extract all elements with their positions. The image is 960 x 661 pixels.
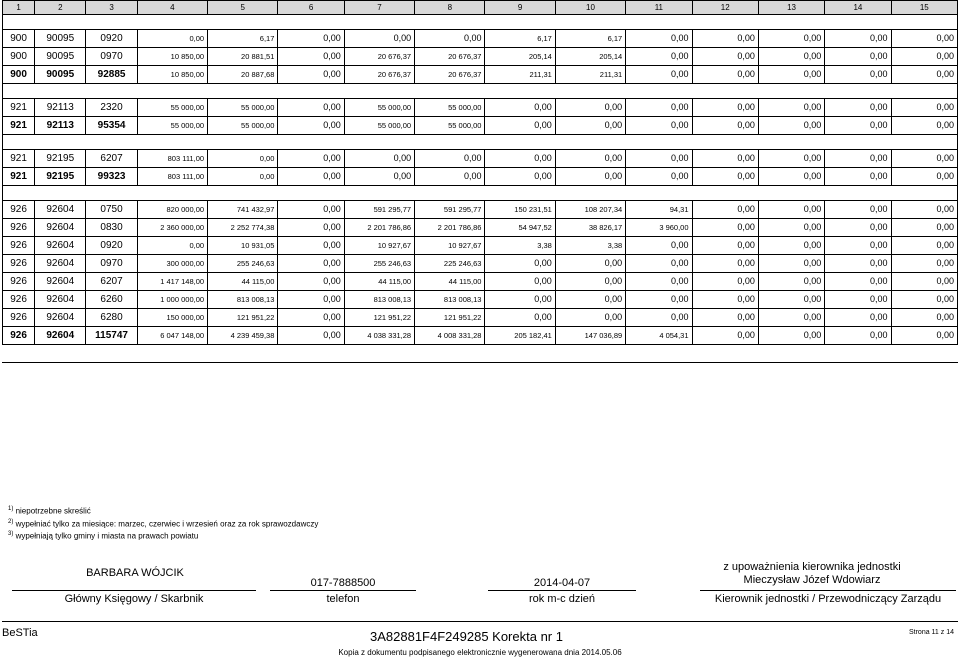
table-total-row <box>3 117 958 135</box>
table-cell: 0,00 <box>485 291 555 309</box>
column-header: 3 <box>86 1 137 15</box>
column-header: 11 <box>626 1 692 15</box>
table-cell: 20 676,37 <box>344 66 414 84</box>
table-cell: 4 038 331,28 <box>344 327 414 345</box>
table-cell: 813 008,13 <box>208 291 278 309</box>
table-row <box>3 30 958 48</box>
group-separator <box>3 186 958 201</box>
software-name: BeSTia <box>2 627 38 639</box>
table-cell: 926 <box>3 237 35 255</box>
table-cell: 0,00 <box>825 255 891 273</box>
table-cell: 0920 <box>86 30 137 48</box>
separator-cell <box>3 15 958 30</box>
table-cell: 20 676,37 <box>415 48 485 66</box>
table-cell: 55 000,00 <box>208 117 278 135</box>
table-cell: 1 000 000,00 <box>137 291 207 309</box>
column-header: 15 <box>891 1 957 15</box>
table-cell: 0,00 <box>891 201 957 219</box>
table-cell: 0,00 <box>626 66 692 84</box>
table-cell: 0,00 <box>344 168 414 186</box>
table-cell: 4 008 331,28 <box>415 327 485 345</box>
page-number: Strona 11 z 14 <box>908 629 954 636</box>
table-cell: 0,00 <box>758 291 824 309</box>
column-header-row <box>3 1 958 15</box>
table-cell: 0,00 <box>891 273 957 291</box>
table-cell: 121 951,22 <box>208 309 278 327</box>
table-cell: 300 000,00 <box>137 255 207 273</box>
table-cell: 0,00 <box>825 201 891 219</box>
table-total-row <box>3 168 958 186</box>
table-cell: 44 115,00 <box>415 273 485 291</box>
table-cell: 0,00 <box>692 168 758 186</box>
document-id: 3A82881F4F249285 Korekta nr 1 <box>370 629 563 644</box>
table-cell: 0,00 <box>825 219 891 237</box>
table-cell: 0,00 <box>137 30 207 48</box>
table-cell: 900 <box>3 48 35 66</box>
table-cell: 92604 <box>35 255 86 273</box>
table-cell: 90095 <box>35 48 86 66</box>
table-cell: 0,00 <box>692 30 758 48</box>
table-cell: 0970 <box>86 48 137 66</box>
table-cell: 92604 <box>35 327 86 345</box>
table-cell: 0,00 <box>825 30 891 48</box>
table-cell: 55 000,00 <box>344 117 414 135</box>
table-cell: 803 111,00 <box>137 150 207 168</box>
separator-cell <box>3 186 958 201</box>
table-cell: 3,38 <box>485 237 555 255</box>
table-cell: 2 252 774,38 <box>208 219 278 237</box>
table-cell: 0,00 <box>278 255 344 273</box>
head-name: Mieczysław Józef Wdowiarz <box>743 574 881 586</box>
table-cell: 0,00 <box>555 150 625 168</box>
table-cell: 95354 <box>86 117 137 135</box>
table-cell: 0,00 <box>278 309 344 327</box>
table-cell: 20 676,37 <box>415 66 485 84</box>
table-cell: 6207 <box>86 273 137 291</box>
table-cell: 0,00 <box>278 150 344 168</box>
table-cell: 0970 <box>86 255 137 273</box>
table-cell: 0,00 <box>626 168 692 186</box>
table-cell: 92604 <box>35 237 86 255</box>
table-cell: 0,00 <box>891 291 957 309</box>
phone-label: telefon <box>326 593 360 605</box>
table-cell: 1 417 148,00 <box>137 273 207 291</box>
table-cell: 55 000,00 <box>344 99 414 117</box>
table-cell: 0750 <box>86 201 137 219</box>
table-cell: 10 927,67 <box>415 237 485 255</box>
table-cell: 0,00 <box>344 150 414 168</box>
table-row <box>3 99 958 117</box>
column-header: 6 <box>278 1 344 15</box>
table-cell: 92604 <box>35 219 86 237</box>
table-cell: 921 <box>3 168 35 186</box>
table-cell: 0,00 <box>208 150 278 168</box>
separator-cell <box>3 84 958 99</box>
table-cell: 0,00 <box>891 237 957 255</box>
table-cell: 0,00 <box>891 168 957 186</box>
table-cell: 6 047 148,00 <box>137 327 207 345</box>
table-cell: 2 360 000,00 <box>137 219 207 237</box>
table-cell: 121 951,22 <box>344 309 414 327</box>
table-cell: 0,00 <box>485 99 555 117</box>
table-cell: 0,00 <box>555 273 625 291</box>
footnote: $^{1)}$ niepotrzebne skreślić <box>8 506 91 516</box>
table-cell: 0,00 <box>891 66 957 84</box>
table-cell: 0,00 <box>278 201 344 219</box>
head-role: Kierownik jednostki / Przewodniczący Zarządu <box>714 593 942 605</box>
column-header: 14 <box>825 1 891 15</box>
table-cell: 4 054,31 <box>626 327 692 345</box>
table-cell: 0,00 <box>825 273 891 291</box>
table-total-row <box>3 327 958 345</box>
head-authorization: z upoważnienia kierownika jednostki <box>723 561 901 573</box>
table-cell: 6,17 <box>485 30 555 48</box>
table-total-row <box>3 66 958 84</box>
table-cell: 6280 <box>86 309 137 327</box>
table-cell: 0,00 <box>278 48 344 66</box>
table-cell: 0,00 <box>137 237 207 255</box>
table-cell: 0,00 <box>626 150 692 168</box>
table-cell: 99323 <box>86 168 137 186</box>
table-cell: 0,00 <box>825 309 891 327</box>
table-cell: 0,00 <box>626 309 692 327</box>
table-cell: 926 <box>3 291 35 309</box>
table-cell: 0,00 <box>415 30 485 48</box>
table-cell: 0,00 <box>485 168 555 186</box>
table-cell: 0,00 <box>626 30 692 48</box>
table-cell: 0,00 <box>485 117 555 135</box>
table-cell: 150 000,00 <box>137 309 207 327</box>
table-cell: 0,00 <box>555 255 625 273</box>
table-cell: 0,00 <box>626 273 692 291</box>
head-signature-line <box>700 590 956 591</box>
table-cell: 0,00 <box>758 219 824 237</box>
table-cell: 926 <box>3 201 35 219</box>
table-cell: 0,00 <box>278 219 344 237</box>
table-cell: 0,00 <box>825 99 891 117</box>
table-cell: 92113 <box>35 99 86 117</box>
table-cell: 0,00 <box>692 273 758 291</box>
copy-note: Kopia z dokumentu podpisanego elektronicznie wygenerowana dnia 2014.05.06 <box>338 648 622 657</box>
column-header: 12 <box>692 1 758 15</box>
table-cell: 0,00 <box>891 99 957 117</box>
table-cell: 6260 <box>86 291 137 309</box>
table-cell: 55 000,00 <box>137 117 207 135</box>
table-cell: 55 000,00 <box>415 117 485 135</box>
table-cell: 0,00 <box>692 201 758 219</box>
table-cell: 0,00 <box>758 30 824 48</box>
phone-value: 017-7888500 <box>310 577 376 589</box>
table-cell: 0,00 <box>891 219 957 237</box>
table-cell: 0,00 <box>278 273 344 291</box>
table-cell: 0,00 <box>485 309 555 327</box>
date-line <box>488 590 636 591</box>
table-cell: 6207 <box>86 150 137 168</box>
table-cell: 54 947,52 <box>485 219 555 237</box>
table-cell: 0,00 <box>758 48 824 66</box>
table-cell: 2 201 786,86 <box>344 219 414 237</box>
table-cell: 211,31 <box>555 66 625 84</box>
table-cell: 0,00 <box>825 66 891 84</box>
table-cell: 10 850,00 <box>137 48 207 66</box>
accountant-name: BARBARA WÓJCIK <box>86 567 184 579</box>
table-cell: 94,31 <box>626 201 692 219</box>
table-cell: 0,00 <box>555 309 625 327</box>
table-cell: 0,00 <box>626 237 692 255</box>
table-cell: 225 246,63 <box>415 255 485 273</box>
table-cell: 820 000,00 <box>137 201 207 219</box>
table-cell: 0,00 <box>278 66 344 84</box>
table-cell: 0,00 <box>825 150 891 168</box>
table-cell: 255 246,63 <box>344 255 414 273</box>
table-cell: 20 881,51 <box>208 48 278 66</box>
table-cell: 921 <box>3 117 35 135</box>
table-cell: 0,00 <box>891 309 957 327</box>
table-cell: 115747 <box>86 327 137 345</box>
table-cell: 92195 <box>35 150 86 168</box>
table-cell: 0,00 <box>208 168 278 186</box>
table-cell: 0,00 <box>891 30 957 48</box>
table-cell: 921 <box>3 150 35 168</box>
table-cell: 0,00 <box>758 117 824 135</box>
date-value: 2014-04-07 <box>533 577 591 589</box>
table-cell: 0,00 <box>758 273 824 291</box>
table-cell: 0,00 <box>344 30 414 48</box>
table-cell: 2 201 786,86 <box>415 219 485 237</box>
table-cell: 0,00 <box>415 150 485 168</box>
column-header: 8 <box>415 1 485 15</box>
table-cell: 147 036,89 <box>555 327 625 345</box>
table-cell: 591 295,77 <box>415 201 485 219</box>
table-cell: 0,00 <box>825 327 891 345</box>
table-cell: 150 231,51 <box>485 201 555 219</box>
table-cell: 0,00 <box>626 99 692 117</box>
table-cell: 0,00 <box>555 291 625 309</box>
table-cell: 0,00 <box>692 48 758 66</box>
accountant-signature-line <box>12 590 256 591</box>
table-cell: 0,00 <box>278 99 344 117</box>
column-header: 4 <box>137 1 207 15</box>
table-cell: 20 887,68 <box>208 66 278 84</box>
table-cell: 4 239 459,38 <box>208 327 278 345</box>
table-row <box>3 255 958 273</box>
table-cell: 0,00 <box>485 150 555 168</box>
table-cell: 92604 <box>35 291 86 309</box>
column-header: 5 <box>208 1 278 15</box>
table-row <box>3 48 958 66</box>
table-cell: 6,17 <box>555 30 625 48</box>
table-cell: 803 111,00 <box>137 168 207 186</box>
table-cell: 108 207,34 <box>555 201 625 219</box>
table-cell: 0,00 <box>758 237 824 255</box>
table-cell: 10 931,05 <box>208 237 278 255</box>
table-cell: 0,00 <box>692 237 758 255</box>
table-cell: 55 000,00 <box>208 99 278 117</box>
group-separator <box>3 15 958 30</box>
table-cell: 813 008,13 <box>415 291 485 309</box>
column-header: 9 <box>485 1 555 15</box>
report-table <box>2 0 958 345</box>
table-cell: 0,00 <box>692 150 758 168</box>
group-separator <box>3 84 958 99</box>
column-header: 2 <box>35 1 86 15</box>
table-cell: 0,00 <box>758 66 824 84</box>
table-cell: 205,14 <box>485 48 555 66</box>
table-cell: 44 115,00 <box>208 273 278 291</box>
column-header: 13 <box>758 1 824 15</box>
table-cell: 0,00 <box>692 219 758 237</box>
footnotes <box>8 504 318 542</box>
table-cell: 0,00 <box>278 117 344 135</box>
accountant-role: Główny Księgowy / Skarbnik <box>64 593 204 605</box>
table-cell: 921 <box>3 99 35 117</box>
table-cell: 0830 <box>86 219 137 237</box>
column-header: 10 <box>555 1 625 15</box>
group-separator <box>3 135 958 150</box>
table-cell: 0,00 <box>692 255 758 273</box>
table-row <box>3 273 958 291</box>
table-cell: 92604 <box>35 309 86 327</box>
table-cell: 44 115,00 <box>344 273 414 291</box>
table-cell: 38 826,17 <box>555 219 625 237</box>
table-cell: 0,00 <box>415 168 485 186</box>
table-row <box>3 309 958 327</box>
table-cell: 0,00 <box>626 48 692 66</box>
table-cell: 0,00 <box>891 327 957 345</box>
date-label: rok m-c dzień <box>528 593 596 605</box>
table-cell: 0,00 <box>278 237 344 255</box>
table-cell: 10 927,67 <box>344 237 414 255</box>
separator-cell <box>3 135 958 150</box>
table-cell: 0,00 <box>825 291 891 309</box>
table-cell: 0,00 <box>692 99 758 117</box>
table-cell: 0,00 <box>758 255 824 273</box>
table-cell: 0,00 <box>626 255 692 273</box>
column-header: 7 <box>344 1 414 15</box>
table-cell: 121 951,22 <box>415 309 485 327</box>
table-cell: 0,00 <box>485 255 555 273</box>
table-cell: 55 000,00 <box>137 99 207 117</box>
table-cell: 0,00 <box>825 237 891 255</box>
column-header: 1 <box>3 1 35 15</box>
table-cell: 926 <box>3 309 35 327</box>
table-row <box>3 237 958 255</box>
table-cell: 205,14 <box>555 48 625 66</box>
phone-line <box>270 590 416 591</box>
table-cell: 90095 <box>35 30 86 48</box>
table-cell: 0,00 <box>758 150 824 168</box>
table-cell: 0,00 <box>485 273 555 291</box>
table-cell: 900 <box>3 66 35 84</box>
table-cell: 0,00 <box>825 117 891 135</box>
table-cell: 92885 <box>86 66 137 84</box>
table-cell: 900 <box>3 30 35 48</box>
table-cell: 0,00 <box>891 117 957 135</box>
table-cell: 741 432,97 <box>208 201 278 219</box>
table-cell: 0920 <box>86 237 137 255</box>
table-cell: 926 <box>3 327 35 345</box>
table-cell: 92604 <box>35 273 86 291</box>
table-cell: 0,00 <box>758 309 824 327</box>
table-cell: 0,00 <box>278 327 344 345</box>
table-cell: 0,00 <box>758 327 824 345</box>
table-cell: 205 182,41 <box>485 327 555 345</box>
table-cell: 255 246,63 <box>208 255 278 273</box>
table-cell: 0,00 <box>692 117 758 135</box>
table-cell: 0,00 <box>692 309 758 327</box>
table-row <box>3 291 958 309</box>
footnote: $^{2)}$ wypełniać tylko za miesiące: marzec, czerwiec i wrzesień oraz za rok sprawozdawczy <box>8 518 319 529</box>
table-cell: 0,00 <box>825 48 891 66</box>
table-cell: 0,00 <box>891 48 957 66</box>
table-body <box>3 1 958 345</box>
table-bottom-rule <box>2 362 958 363</box>
table-cell: 0,00 <box>278 30 344 48</box>
table-cell: 20 676,37 <box>344 48 414 66</box>
table-cell: 3 960,00 <box>626 219 692 237</box>
table-cell: 92604 <box>35 201 86 219</box>
table-cell: 926 <box>3 219 35 237</box>
table-cell: 0,00 <box>692 327 758 345</box>
table-cell: 591 295,77 <box>344 201 414 219</box>
table-cell: 926 <box>3 255 35 273</box>
table-cell: 3,38 <box>555 237 625 255</box>
table-row <box>3 201 958 219</box>
footer-rule <box>2 621 958 622</box>
table-cell: 0,00 <box>626 117 692 135</box>
table-cell: 0,00 <box>891 150 957 168</box>
table-cell: 0,00 <box>758 168 824 186</box>
table-cell: 0,00 <box>692 66 758 84</box>
table-cell: 0,00 <box>692 291 758 309</box>
table-cell: 0,00 <box>825 168 891 186</box>
table-cell: 92113 <box>35 117 86 135</box>
table-row <box>3 219 958 237</box>
table-cell: 0,00 <box>891 255 957 273</box>
table-cell: 211,31 <box>485 66 555 84</box>
footnote: $^{3)}$ wypełniają tylko gminy i miasta na prawach powiatu <box>8 531 199 541</box>
table-cell: 0,00 <box>278 168 344 186</box>
table-cell: 10 850,00 <box>137 66 207 84</box>
table-cell: 926 <box>3 273 35 291</box>
table-cell: 0,00 <box>555 168 625 186</box>
table-cell: 0,00 <box>278 291 344 309</box>
table-cell: 6,17 <box>208 30 278 48</box>
table-cell: 90095 <box>35 66 86 84</box>
table-cell: 813 008,13 <box>344 291 414 309</box>
table-cell: 0,00 <box>555 117 625 135</box>
table-cell: 0,00 <box>626 291 692 309</box>
table-cell: 0,00 <box>758 201 824 219</box>
table-cell: 0,00 <box>555 99 625 117</box>
table-cell: 2320 <box>86 99 137 117</box>
table-row <box>3 150 958 168</box>
table-cell: 0,00 <box>758 99 824 117</box>
table-cell: 55 000,00 <box>415 99 485 117</box>
table-cell: 92195 <box>35 168 86 186</box>
